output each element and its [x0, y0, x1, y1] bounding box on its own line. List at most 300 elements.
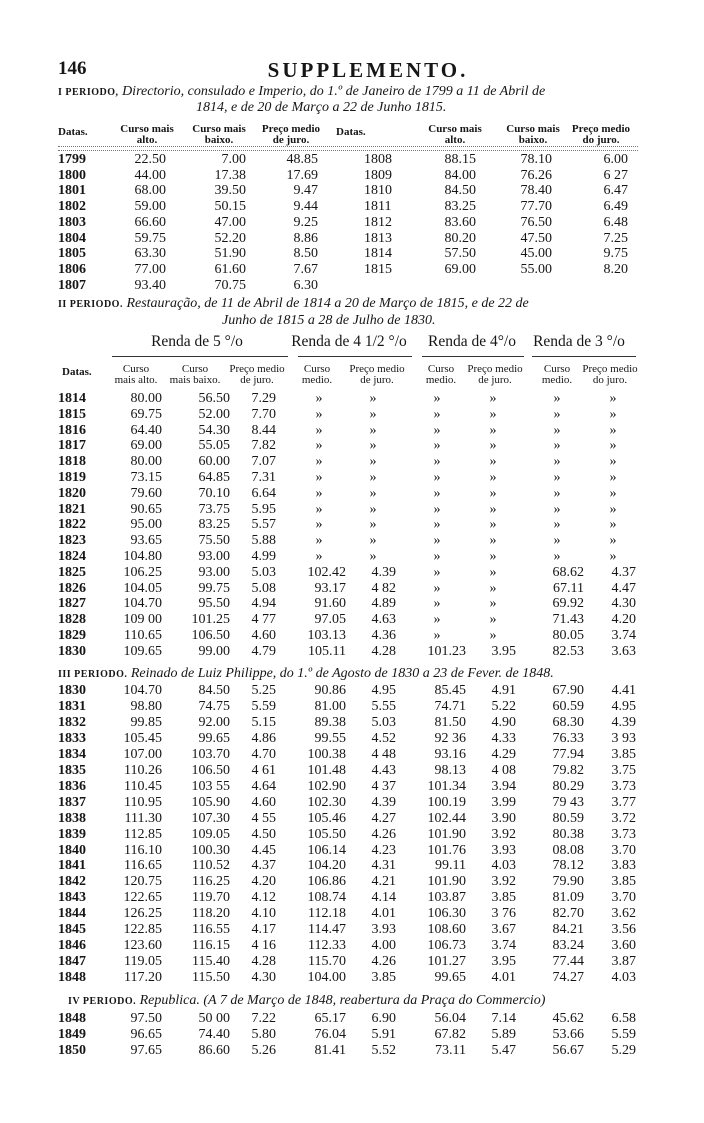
p3-preco-4-5: 4.01 — [371, 906, 396, 922]
p2-preco-4-5: » — [369, 485, 377, 501]
p3-curso-4: 106.30 — [427, 906, 466, 922]
p3-curso-baixo: 103.70 — [191, 746, 230, 762]
p2-curso-3: » — [553, 454, 561, 470]
p3-year: 1848 — [58, 970, 86, 986]
p2-preco-3: » — [609, 422, 617, 438]
p2-preco-juro-5: 8.44 — [251, 422, 276, 438]
p3-curso-4-5: 102.90 — [307, 778, 346, 794]
p3-curso-3: 68.30 — [552, 714, 584, 730]
p2-preco-juro-5: 6.64 — [251, 485, 276, 501]
p2-curso-4-5: 102.42 — [307, 564, 346, 580]
p2-curso-baixo: 73.75 — [198, 501, 230, 517]
p3-curso-4: 99.11 — [435, 858, 466, 874]
p2-curso-alto: 93.65 — [130, 533, 162, 549]
p2-preco-4-5: » — [369, 549, 377, 564]
p4-curso-3: 45.62 — [552, 1011, 584, 1026]
p1-curso-baixo: 47.00 — [214, 214, 246, 230]
p3-curso-4-5: 101.48 — [307, 762, 346, 778]
p3-curso-4: 101.34 — [427, 778, 466, 794]
p2-curso-3: » — [553, 391, 561, 406]
p3-preco-4: 4.33 — [491, 730, 516, 746]
p1-header-datas-right: Datas. — [336, 126, 366, 138]
p2-preco-4: » — [489, 612, 497, 628]
p2-curso-3: » — [553, 485, 561, 501]
p1-year: 1806 — [58, 261, 86, 277]
p3-preco-4: 4.01 — [491, 970, 516, 986]
p3-curso-4: 101.76 — [427, 842, 466, 858]
p1-curso-baixo: 61.60 — [214, 261, 246, 277]
p2-year: 1825 — [58, 564, 86, 580]
p3-curso-4-5: 112.33 — [308, 938, 346, 954]
p3-preco-3: 3.70 — [611, 842, 636, 858]
p4-curso-3: 56.67 — [552, 1042, 584, 1058]
period-4-title-text: Republica. (A 7 de Março de 1848, reabertura da Praça do Commercio) — [139, 993, 546, 1008]
p3-preco-juro-5: 4 61 — [251, 762, 276, 778]
p3-preco-4: 3.93 — [491, 842, 516, 858]
p3-curso-4: 92 36 — [434, 730, 466, 746]
p2-header-curso-4-5: Curso medio. — [301, 363, 333, 386]
p1-preco-medio-right: 6.47 — [603, 183, 628, 199]
p2-curso-4-5: 93.17 — [314, 580, 346, 596]
p4-curso-4-5: 65.17 — [314, 1011, 346, 1026]
p1-curso-alto-right: 83.25 — [444, 199, 476, 215]
p3-preco-4-5: 4 37 — [371, 778, 396, 794]
p2-preco-3: 4.20 — [611, 612, 636, 628]
p3-curso-4-5: 81.00 — [314, 698, 346, 714]
p3-preco-3: 3.60 — [611, 938, 636, 954]
p3-curso-baixo: 116.15 — [192, 938, 230, 954]
p2-preco-3: 4.37 — [611, 564, 636, 580]
p2-curso-alto: 110.65 — [124, 628, 162, 643]
p2-curso-4: » — [433, 580, 441, 596]
p3-curso-4: 108.60 — [427, 922, 466, 938]
p2-curso-alto: 79.60 — [130, 485, 162, 501]
period-1-title-text: Directorio, consulado e Imperio, do 1.º de Janeiro de 1799 a 11 de Abril de — [122, 84, 546, 99]
p3-year: 1840 — [58, 842, 86, 858]
p3-preco-4-5: 5.03 — [371, 714, 396, 730]
p3-curso-4-5: 114.47 — [308, 922, 346, 938]
period-2-title-line2: Junho de 1815 a 28 de Julho de 1830. — [222, 313, 436, 328]
p3-preco-juro-5: 4.64 — [251, 778, 276, 794]
p2-preco-juro-5: 7.07 — [251, 454, 276, 470]
p2-preco-juro-5: 4.79 — [251, 643, 276, 659]
p1-year: 1805 — [58, 246, 86, 262]
p3-curso-alto: 110.26 — [124, 762, 162, 778]
p2-curso-alto: 109.65 — [123, 643, 162, 659]
p3-curso-alto: 116.10 — [124, 842, 162, 858]
p4-preco-4: 5.47 — [491, 1042, 516, 1058]
p2-preco-3: » — [609, 501, 617, 517]
p3-preco-4: 3.92 — [491, 874, 516, 890]
p2-preco-juro-5: 5.57 — [251, 517, 276, 533]
p2-preco-4: » — [489, 596, 497, 612]
p4-curso-4: 67.82 — [434, 1026, 466, 1042]
p3-preco-3: 4.95 — [611, 698, 636, 714]
p2-preco-4-5: » — [369, 533, 377, 549]
p3-preco-3: 4.41 — [611, 683, 636, 698]
p3-curso-4-5: 104.00 — [307, 970, 346, 986]
p2-curso-4: » — [433, 485, 441, 501]
p1-year-right: 1810 — [364, 183, 392, 199]
p3-preco-3: 3.87 — [611, 954, 636, 970]
period-3-label: III PERIODO. — [58, 669, 128, 680]
p2-preco-juro-5: 5.08 — [251, 580, 276, 596]
p1-year-right: 1811 — [364, 199, 392, 215]
p3-preco-4: 3.85 — [491, 890, 516, 906]
p3-year: 1838 — [58, 810, 86, 826]
p3-preco-3: 3.83 — [611, 858, 636, 874]
p2-curso-alto: 69.00 — [130, 438, 162, 454]
renda-5-rule — [112, 356, 288, 357]
p2-preco-3: » — [609, 549, 617, 564]
p1-curso-alto: 66.60 — [134, 214, 166, 230]
page-header — [58, 58, 638, 84]
p2-preco-4-5: » — [369, 501, 377, 517]
p2-curso-4: 101.23 — [427, 643, 466, 659]
p2-curso-baixo: 95.50 — [198, 596, 230, 612]
p2-curso-4: » — [433, 391, 441, 406]
p2-header-preco-4-5: Preço medio de juro. — [349, 363, 405, 386]
p2-curso-3: » — [553, 422, 561, 438]
p2-preco-3: » — [609, 438, 617, 454]
p1-preco-medio: 8.50 — [293, 246, 318, 262]
p3-curso-4: 85.45 — [434, 683, 466, 698]
p3-curso-4-5: 106.86 — [307, 874, 346, 890]
p3-curso-alto: 110.45 — [124, 778, 162, 794]
p1-year: 1799 — [58, 152, 86, 167]
renda-4-5-rule — [298, 356, 412, 357]
p2-preco-4-5: 4.63 — [371, 612, 396, 628]
p2-preco-4: 3.95 — [491, 643, 516, 659]
p4-preco-juro-5: 7.22 — [251, 1011, 276, 1026]
p2-curso-4-5: » — [315, 454, 323, 470]
p1-year: 1804 — [58, 230, 86, 246]
p3-curso-alto: 120.75 — [123, 874, 162, 890]
p3-preco-4-5: 4.26 — [371, 826, 396, 842]
p3-curso-3: 80.38 — [552, 826, 584, 842]
p1-preco-medio-right: 8.20 — [603, 261, 628, 277]
p2-preco-4-5: » — [369, 391, 377, 406]
p2-curso-baixo: 54.30 — [198, 422, 230, 438]
p3-curso-4-5: 100.38 — [307, 746, 346, 762]
p2-curso-baixo: 106.50 — [191, 628, 230, 643]
p3-curso-4: 101.27 — [427, 954, 466, 970]
p3-curso-3: 60.59 — [552, 698, 584, 714]
p3-year: 1846 — [58, 938, 86, 954]
p1-header-preco-medio: Preço medio de juro. — [261, 123, 321, 146]
p2-preco-juro-5: 7.70 — [251, 406, 276, 422]
p3-curso-4-5: 115.70 — [308, 954, 346, 970]
renda-3-title: Renda de 3 °/o — [533, 333, 625, 350]
p4-preco-4-5: 5.91 — [371, 1026, 396, 1042]
p2-year: 1818 — [58, 454, 86, 470]
p1-year: 1801 — [58, 183, 86, 199]
p2-curso-alto: 64.40 — [130, 422, 162, 438]
p3-preco-4-5: 4.27 — [371, 810, 396, 826]
p3-curso-alto: 111.30 — [124, 810, 162, 826]
p3-preco-4: 4.03 — [491, 858, 516, 874]
p2-curso-4-5: » — [315, 406, 323, 422]
p3-preco-4-5: 4.23 — [371, 842, 396, 858]
p3-curso-baixo: 84.50 — [198, 683, 230, 698]
p3-curso-4: 102.44 — [427, 810, 466, 826]
p2-curso-alto: 73.15 — [130, 470, 162, 485]
p3-preco-4: 3.99 — [491, 794, 516, 810]
p2-curso-4: » — [433, 612, 441, 628]
p3-curso-baixo: 100.30 — [191, 842, 230, 858]
period-4-title — [68, 993, 545, 1010]
p2-preco-3: 4.30 — [611, 596, 636, 612]
p2-header-curso-alto: Curso mais alto. — [114, 363, 158, 386]
p4-curso-baixo: 86.60 — [198, 1042, 230, 1058]
p3-curso-3: 79.82 — [552, 762, 584, 778]
p2-curso-alto: 80.00 — [130, 454, 162, 470]
p2-preco-4: » — [489, 549, 497, 564]
p3-preco-juro-5: 4.20 — [251, 874, 276, 890]
p1-preco-medio-right: 6 27 — [603, 167, 628, 183]
period-1-title-line1 — [58, 84, 545, 101]
p4-year: 1849 — [58, 1026, 86, 1042]
p2-preco-4-5: » — [369, 470, 377, 485]
p1-curso-baixo-right: 78.40 — [520, 183, 552, 199]
p3-year: 1847 — [58, 954, 86, 970]
p2-preco-juro-5: 7.82 — [251, 438, 276, 454]
p2-year: 1814 — [58, 391, 86, 406]
p1-curso-baixo: 51.90 — [214, 246, 246, 262]
renda-4-rule — [422, 356, 524, 357]
p2-curso-alto: 69.75 — [130, 406, 162, 422]
p4-curso-4-5: 76.04 — [314, 1026, 346, 1042]
p4-curso-3: 53.66 — [552, 1026, 584, 1042]
p3-curso-3: 08.08 — [552, 842, 584, 858]
p3-preco-juro-5: 4.50 — [251, 826, 276, 842]
p2-curso-4-5: 91.60 — [314, 596, 346, 612]
p1-curso-baixo: 39.50 — [214, 183, 246, 199]
p3-preco-4: 3.67 — [491, 922, 516, 938]
p1-preco-medio: 6.30 — [293, 277, 318, 293]
p2-curso-alto: 104.80 — [123, 549, 162, 564]
p3-curso-4-5: 112.18 — [308, 906, 346, 922]
p3-year: 1832 — [58, 714, 86, 730]
p3-preco-3: 3.72 — [611, 810, 636, 826]
p3-preco-juro-5: 4.37 — [251, 858, 276, 874]
p1-header-curso-alto: Curso mais alto. — [120, 123, 174, 146]
p2-curso-4: » — [433, 470, 441, 485]
p3-curso-alto: 98.80 — [130, 698, 162, 714]
p2-preco-4: » — [489, 454, 497, 470]
p2-curso-3: » — [553, 470, 561, 485]
p4-curso-baixo: 50 00 — [198, 1011, 230, 1026]
p2-preco-4-5: 4.36 — [371, 628, 396, 643]
p2-curso-3: 80.05 — [552, 628, 584, 643]
p2-curso-alto: 90.65 — [130, 501, 162, 517]
p2-preco-4: » — [489, 438, 497, 454]
p2-preco-3: » — [609, 517, 617, 533]
p1-preco-medio-right: 7.25 — [603, 230, 628, 246]
p2-preco-4: » — [489, 517, 497, 533]
p2-curso-3: 68.62 — [552, 564, 584, 580]
p2-preco-4-5: » — [369, 454, 377, 470]
p2-year: 1819 — [58, 470, 86, 485]
p1-curso-baixo-right: 77.70 — [520, 199, 552, 215]
p2-curso-baixo: 55.05 — [198, 438, 230, 454]
p3-curso-alto: 117.20 — [124, 970, 162, 986]
p3-curso-3: 77.44 — [552, 954, 584, 970]
p1-curso-alto-right: 84.00 — [444, 167, 476, 183]
p3-curso-3: 76.33 — [552, 730, 584, 746]
p3-preco-juro-5: 4.28 — [251, 954, 276, 970]
p1-curso-alto: 93.40 — [134, 277, 166, 293]
p2-preco-4-5: » — [369, 422, 377, 438]
p4-curso-4-5: 81.41 — [314, 1042, 346, 1058]
p2-curso-alto: 95.00 — [130, 517, 162, 533]
p2-curso-baixo: 70.10 — [198, 485, 230, 501]
p3-preco-juro-5: 5.59 — [251, 698, 276, 714]
p3-preco-4: 3 76 — [491, 906, 516, 922]
p2-preco-juro-5: 7.29 — [251, 391, 276, 406]
period-3-title — [58, 666, 554, 683]
p1-year-right: 1808 — [364, 152, 392, 167]
p3-preco-3: 3.73 — [611, 826, 636, 842]
p3-curso-alto: 116.65 — [124, 858, 162, 874]
p3-curso-alto: 123.60 — [123, 938, 162, 954]
p2-curso-baixo: 99.00 — [198, 643, 230, 659]
p2-curso-4-5: » — [315, 391, 323, 406]
p3-curso-baixo: 105.90 — [191, 794, 230, 810]
p3-curso-4: 103.87 — [427, 890, 466, 906]
p3-preco-4: 3.95 — [491, 954, 516, 970]
p4-curso-alto: 96.65 — [130, 1026, 162, 1042]
renda-5-title: Renda de 5 °/o — [151, 333, 243, 350]
p1-header-rule — [58, 146, 638, 151]
p2-curso-4-5: » — [315, 501, 323, 517]
p2-curso-baixo: 56.50 — [198, 391, 230, 406]
p2-year: 1827 — [58, 596, 86, 612]
p4-preco-3: 5.29 — [611, 1042, 636, 1058]
p2-curso-baixo: 75.50 — [198, 533, 230, 549]
p1-year: 1800 — [58, 167, 86, 183]
p3-curso-baixo: 92.00 — [198, 714, 230, 730]
p3-curso-baixo: 106.50 — [191, 762, 230, 778]
p3-curso-4: 81.50 — [434, 714, 466, 730]
p1-curso-baixo: 50.15 — [214, 199, 246, 215]
p3-curso-alto: 119.05 — [124, 954, 162, 970]
p3-preco-juro-5: 5.25 — [251, 683, 276, 698]
p1-preco-medio-right: 6.49 — [603, 199, 628, 215]
p2-preco-3: 3.63 — [611, 643, 636, 659]
p3-year: 1844 — [58, 906, 86, 922]
p3-preco-4-5: 4.52 — [371, 730, 396, 746]
p2-curso-4: » — [433, 454, 441, 470]
p3-preco-4: 4.91 — [491, 683, 516, 698]
p3-curso-4-5: 104.20 — [307, 858, 346, 874]
period-2-title-text: Restauração, de 11 de Abril de 1814 a 20 de Março de 1815, e de 22 de — [126, 296, 529, 311]
p1-curso-baixo-right: 55.00 — [520, 261, 552, 277]
p3-preco-3: 3.75 — [611, 762, 636, 778]
p4-curso-4: 73.11 — [435, 1042, 466, 1058]
p1-curso-alto-right: 84.50 — [444, 183, 476, 199]
p2-curso-3: 71.43 — [552, 612, 584, 628]
p1-preco-medio: 7.67 — [293, 261, 318, 277]
p2-curso-4: » — [433, 438, 441, 454]
p2-curso-baixo: 52.00 — [198, 406, 230, 422]
p1-curso-alto: 44.00 — [134, 167, 166, 183]
p3-curso-3: 80.29 — [552, 778, 584, 794]
p4-preco-4-5: 5.52 — [371, 1042, 396, 1058]
p1-curso-baixo-right: 76.26 — [520, 167, 552, 183]
p3-curso-baixo: 115.40 — [192, 954, 230, 970]
p3-curso-4: 99.65 — [434, 970, 466, 986]
p3-year: 1837 — [58, 794, 86, 810]
p1-curso-baixo: 7.00 — [221, 152, 246, 167]
p3-year: 1835 — [58, 762, 86, 778]
p1-year: 1807 — [58, 277, 86, 293]
p3-year: 1843 — [58, 890, 86, 906]
p1-year-right: 1814 — [364, 246, 392, 262]
p1-preco-medio: 9.47 — [293, 183, 318, 199]
p1-curso-baixo-right: 76.50 — [520, 214, 552, 230]
p4-preco-4: 5.89 — [491, 1026, 516, 1042]
p1-curso-alto: 68.00 — [134, 183, 166, 199]
p3-year: 1842 — [58, 874, 86, 890]
p2-curso-baixo: 83.25 — [198, 517, 230, 533]
p2-preco-4-5: » — [369, 406, 377, 422]
p2-curso-baixo: 101.25 — [191, 612, 230, 628]
p2-preco-3: » — [609, 406, 617, 422]
p1-curso-alto-right: 57.50 — [444, 246, 476, 262]
p2-preco-juro-5: 4.99 — [251, 549, 276, 564]
p3-curso-4: 74.71 — [434, 698, 466, 714]
p2-preco-3: 4.47 — [611, 580, 636, 596]
p2-header-preco-4: Preço medio de juro. — [467, 363, 523, 386]
p1-year: 1803 — [58, 214, 86, 230]
p3-year: 1833 — [58, 730, 86, 746]
p3-curso-3: 79.90 — [552, 874, 584, 890]
p3-preco-4-5: 4.39 — [371, 794, 396, 810]
p3-preco-3: 3.73 — [611, 778, 636, 794]
p2-preco-4-5: 4.89 — [371, 596, 396, 612]
p3-preco-3: 3.85 — [611, 746, 636, 762]
period-1-label: I PERIODO, — [58, 87, 119, 98]
p2-curso-3: » — [553, 517, 561, 533]
p2-preco-4: » — [489, 501, 497, 517]
p2-curso-3: 67.11 — [553, 580, 584, 596]
p2-header-datas: Datas. — [62, 366, 92, 378]
p3-curso-4: 98.13 — [434, 762, 466, 778]
p2-curso-4-5: » — [315, 517, 323, 533]
p2-curso-baixo: 60.00 — [198, 454, 230, 470]
p3-curso-baixo: 115.50 — [192, 970, 230, 986]
p2-curso-4: » — [433, 549, 441, 564]
p2-curso-3: » — [553, 549, 561, 564]
p1-curso-alto-right: 83.60 — [444, 214, 476, 230]
p3-curso-baixo: 116.55 — [192, 922, 230, 938]
p4-year: 1848 — [58, 1011, 86, 1026]
p3-year: 1841 — [58, 858, 86, 874]
period-2-label: II PERIODO. — [58, 299, 123, 310]
p3-curso-4-5: 89.38 — [314, 714, 346, 730]
p2-curso-4-5: 97.05 — [314, 612, 346, 628]
p3-preco-juro-5: 4.60 — [251, 794, 276, 810]
page-title: SUPPLEMENTO. — [267, 58, 469, 82]
p3-preco-3: 3.85 — [611, 874, 636, 890]
p3-preco-3: 3.77 — [611, 794, 636, 810]
p3-year: 1839 — [58, 826, 86, 842]
p3-preco-4: 3.92 — [491, 826, 516, 842]
p2-curso-4-5: » — [315, 438, 323, 454]
p3-preco-4-5: 4.00 — [371, 938, 396, 954]
p3-curso-alto: 112.85 — [124, 826, 162, 842]
